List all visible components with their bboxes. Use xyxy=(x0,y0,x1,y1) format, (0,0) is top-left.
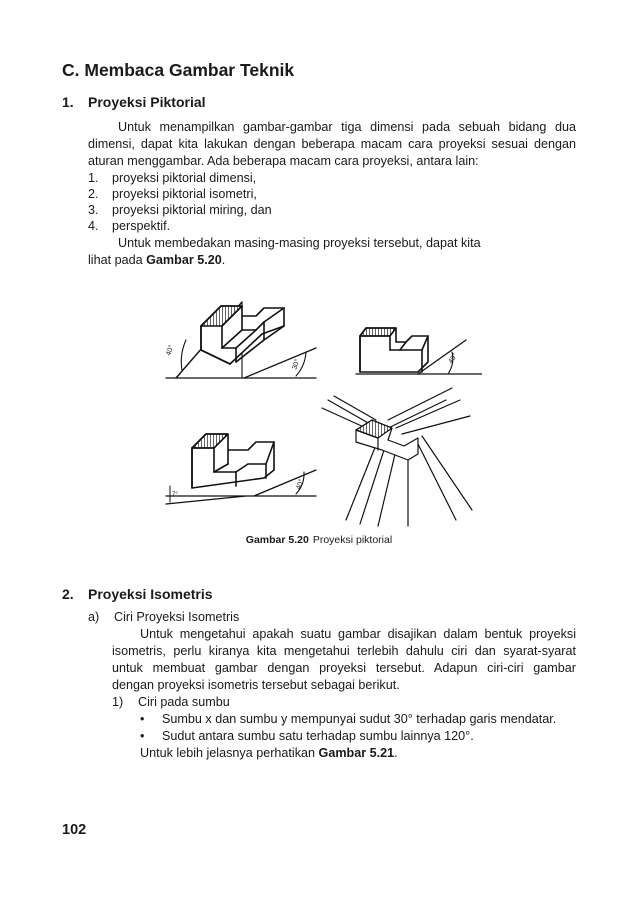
figure-reference: Gambar 5.20 xyxy=(146,253,222,267)
item-label: 1) xyxy=(112,695,124,709)
list-text: proyeksi piktorial dimensi, xyxy=(112,171,257,185)
paragraph-line: dengan proyeksi isometris tersebut sebagai berikut. xyxy=(112,678,400,692)
list-text: proyeksi piktorial isometri, xyxy=(112,187,257,201)
angle-label: 40° xyxy=(447,352,460,365)
bullet-item xyxy=(140,728,474,745)
angle-label: 7° xyxy=(172,492,178,498)
page-number: 102 xyxy=(62,822,87,838)
paragraph-line: Untuk menampilkan gambar-gambar tiga dimensi pada sebuah bidang dua xyxy=(118,120,576,134)
perspective-drawing xyxy=(322,388,472,526)
subsection-a xyxy=(88,609,239,626)
bullet-text: Sumbu x dan sumbu y mempunyai sudut 30° terhadap garis mendatar. xyxy=(162,712,557,726)
item-title: Ciri pada sumbu xyxy=(138,695,230,709)
subheading-proyeksi-isometris xyxy=(62,586,213,602)
list-number: 4. xyxy=(88,219,99,233)
oblique-drawing xyxy=(356,328,482,374)
list-text: perspektif. xyxy=(112,219,171,233)
subheading-title: Proyeksi Isometris xyxy=(88,586,213,602)
list-text: proyeksi piktorial miring, dan xyxy=(112,203,272,217)
subheading-number: 1. xyxy=(62,94,74,110)
paragraph-line xyxy=(88,252,225,269)
angle-label: 40° xyxy=(165,344,176,357)
bullet-text: Sudut antara sumbu satu terhadap sumbu lainnya 120°. xyxy=(162,729,474,743)
item-ciri-pada-sumbu xyxy=(112,694,230,711)
paragraph-line: aturan menggambar. Ada beberapa macam cara proyeksi, antara lain: xyxy=(88,154,479,168)
subheading-number: 2. xyxy=(62,586,74,602)
text-run: . xyxy=(394,746,398,760)
list-number: 3. xyxy=(88,203,99,217)
subheading-title: Proyeksi Piktorial xyxy=(88,94,206,110)
bullet-item xyxy=(140,711,556,728)
figure-caption xyxy=(0,534,638,546)
text-run: Untuk lebih jelasnya perhatikan xyxy=(140,746,319,760)
angle-label: 40° xyxy=(295,478,306,491)
section-heading: C. Membaca Gambar Teknik xyxy=(62,60,295,80)
list-number: 2. xyxy=(88,187,99,201)
caption-text: Proyeksi piktorial xyxy=(312,534,393,546)
paragraph-line: isometris, perlu kiranya kita mengetahui terlebih dahulu ciri dan syarat-syarat xyxy=(112,644,576,658)
paragraph-line: untuk membuat gambar dengan proyeksi tersebut. Adapun ciri-ciri gambar xyxy=(112,661,576,675)
isometric-drawing xyxy=(166,434,316,504)
subheading-proyeksi-piktorial xyxy=(62,94,206,110)
dimetric-drawing xyxy=(164,302,316,378)
paragraph-line: Untuk mengetahui apakah suatu gambar disajikan dalam bentuk proyeksi xyxy=(140,627,576,641)
paragraph-line: dimensi, dapat kita lakukan dengan beberapa macam cara proyeksi sesuai dengan xyxy=(88,137,576,151)
list-item xyxy=(88,186,568,202)
list-item xyxy=(88,202,568,218)
text-run: . xyxy=(221,253,226,267)
paragraph-line xyxy=(140,745,398,762)
figure-reference: Gambar 5.21 xyxy=(318,746,395,760)
pictorial-projection-figure xyxy=(156,300,482,528)
bullet-icon: • xyxy=(140,729,145,743)
list-number: 1. xyxy=(88,171,99,185)
paragraph-line: Untuk membedakan masing-masing proyeksi tersebut, dapat kita xyxy=(118,236,481,250)
angle-label: 30° xyxy=(291,358,302,371)
text-run: lihat pada xyxy=(88,253,147,267)
projection-list xyxy=(88,170,568,234)
list-item xyxy=(88,170,568,186)
subsection-title: Ciri Proyeksi Isometris xyxy=(114,610,240,624)
caption-label: Gambar 5.20 xyxy=(245,534,309,546)
subsection-label: a) xyxy=(88,610,100,624)
list-item xyxy=(88,218,568,234)
bullet-icon: • xyxy=(140,712,145,726)
